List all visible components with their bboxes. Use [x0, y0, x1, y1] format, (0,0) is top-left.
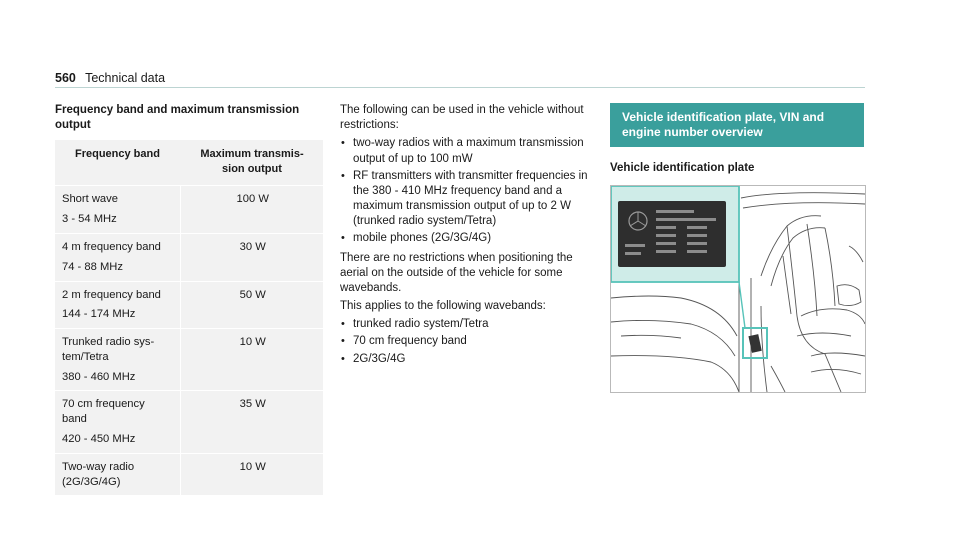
list-item: • RF transmitters with transmitter frequencies in the 380 - 410 MHz frequency band and a maximum transmission output of up to 2 W (trunked radio system/Tetra) — [341, 169, 588, 228]
list-item: • 2G/3G/4G — [341, 352, 406, 365]
frequency-table — [55, 140, 323, 495]
bullet-icon: • — [341, 318, 345, 331]
list-item: • 70 cm frequency band — [341, 335, 467, 348]
applies-paragraph: This applies to the following wavebands: — [340, 300, 546, 313]
table-row — [55, 233, 323, 281]
unrestricted-list — [340, 136, 602, 246]
header-divider — [55, 87, 865, 88]
car-door-drawing — [611, 186, 865, 392]
bullet-icon: • — [341, 137, 345, 150]
table-row — [55, 453, 323, 495]
restrictions-column — [340, 103, 602, 371]
page-number: 560 — [55, 71, 76, 85]
bullet-icon: • — [341, 335, 345, 348]
page-header — [55, 70, 165, 87]
intro-paragraph: The following can be used in the vehicle without restrictions: — [340, 104, 584, 132]
band-cell: 2 m frequency band 144 - 174 MHz — [55, 281, 181, 329]
bullet-icon: • — [341, 169, 345, 182]
header-max-output: Maximum transmis- sion output — [181, 140, 323, 186]
list-item: • trunked radio system/Tetra — [341, 318, 489, 331]
band-cell: 70 cm frequency band 420 - 450 MHz — [55, 391, 181, 453]
output-cell: 10 W — [181, 329, 323, 391]
frequency-column — [55, 103, 323, 495]
bullet-icon: • — [341, 352, 345, 365]
table-row — [55, 329, 323, 391]
band-cell: Short wave 3 - 54 MHz — [55, 186, 181, 234]
output-cell: 35 W — [181, 391, 323, 453]
table-row — [55, 281, 323, 329]
table-row — [55, 391, 323, 453]
band-cell: Trunked radio sys- tem/Tetra 380 - 460 MHz — [55, 329, 181, 391]
waveband-list — [340, 317, 602, 367]
door-pillar-highlight — [743, 328, 767, 358]
output-cell: 30 W — [181, 233, 323, 281]
section-name: Technical data — [85, 71, 166, 85]
plate-subtitle: Vehicle identification plate — [610, 162, 755, 174]
positioning-paragraph: There are no restrictions when positioning the aerial on the outside of the vehicle for some wavebands. — [340, 251, 573, 294]
vehicle-plate-illustration — [610, 185, 866, 393]
table-header-row — [55, 140, 323, 186]
plate-inset — [611, 186, 739, 282]
output-cell: 100 W — [181, 186, 323, 234]
section-heading-box: Vehicle identification plate, VIN and engine number overview — [610, 103, 864, 147]
band-cell: 4 m frequency band 74 - 88 MHz — [55, 233, 181, 281]
frequency-section-title: Frequency band and maximum transmission output — [55, 104, 300, 132]
band-cell: Two-way radio (2G/3G/4G) — [55, 453, 181, 495]
list-item: • mobile phones (2G/3G/4G) — [341, 232, 492, 245]
bullet-icon: • — [341, 232, 345, 245]
output-cell: 10 W — [181, 453, 323, 495]
output-cell: 50 W — [181, 281, 323, 329]
list-item: • two-way radios with a maximum transmission output of up to 100 mW — [341, 137, 584, 165]
identification-column — [610, 103, 866, 393]
header-frequency-band: Frequency band — [55, 140, 181, 186]
table-row — [55, 186, 323, 234]
